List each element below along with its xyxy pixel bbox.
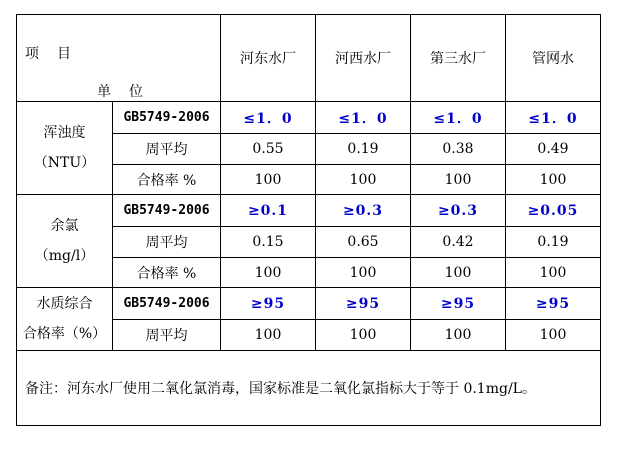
weekly-average-value: 0.49: [506, 134, 601, 165]
pass-rate-value: 100: [221, 258, 316, 288]
weekly-average-value: 100: [506, 320, 601, 351]
weekly-average-label: 周平均: [113, 320, 221, 351]
overall-group-label: [17, 288, 113, 351]
standard-value: ≤1．0: [506, 102, 601, 134]
weekly-average-value: 0.55: [221, 134, 316, 165]
table-row: [17, 288, 601, 320]
standard-value: ≤1．0: [411, 102, 506, 134]
note-text: 备注：河东水厂使用二氧化氯消毒，国家标准是二氧化氯指标大于等于 0.1mg/L。: [17, 351, 601, 426]
pass-rate-value: 100: [316, 165, 411, 195]
pass-rate-value: 100: [411, 165, 506, 195]
standard-value: ≥95: [506, 288, 601, 320]
pass-rate-value: 100: [506, 258, 601, 288]
weekly-average-label: 周平均: [113, 227, 221, 258]
standard-label: GB5749-2006: [113, 195, 221, 227]
turbidity-unit: （NTU）: [33, 155, 96, 171]
turbidity-group-label: [17, 102, 113, 195]
water-quality-table: [16, 14, 601, 426]
weekly-average-value: 0.19: [316, 134, 411, 165]
pass-rate-value: 100: [506, 165, 601, 195]
weekly-average-value: 0.65: [316, 227, 411, 258]
overall-name: 水质综合: [36, 296, 93, 312]
column-header-hedong: 河东水厂: [221, 15, 316, 102]
header-row: [17, 15, 601, 102]
weekly-average-value: 0.38: [411, 134, 506, 165]
overall-unit: 合格率（%）: [22, 326, 107, 342]
weekly-average-value: 0.42: [411, 227, 506, 258]
chlorine-name: 余氯: [50, 218, 79, 234]
note-row: [17, 351, 601, 426]
pass-rate-value: 100: [316, 258, 411, 288]
column-header-third-plant: 第三水厂: [411, 15, 506, 102]
header-corner-cell: [17, 15, 221, 102]
column-header-pipe-network: 管网水: [506, 15, 601, 102]
pass-rate-value: 100: [411, 258, 506, 288]
pass-rate-value: 100: [221, 165, 316, 195]
turbidity-name: 浑浊度: [43, 125, 86, 141]
standard-value: ≤1．0: [316, 102, 411, 134]
weekly-average-value: 0.19: [506, 227, 601, 258]
chlorine-unit: （mg/l）: [34, 248, 95, 264]
standard-value: ≥95: [411, 288, 506, 320]
standard-value: ≥0.1: [221, 195, 316, 227]
standard-label: GB5749-2006: [113, 288, 221, 320]
weekly-average-label: 周平均: [113, 134, 221, 165]
table-row: [17, 102, 601, 134]
column-header-hexi: 河西水厂: [316, 15, 411, 102]
weekly-average-value: 100: [316, 320, 411, 351]
weekly-average-value: 0.15: [221, 227, 316, 258]
weekly-average-value: 100: [221, 320, 316, 351]
standard-label: GB5749-2006: [113, 102, 221, 134]
pass-rate-label: 合格率 %: [113, 258, 221, 288]
chlorine-group-label: [17, 195, 113, 288]
unit-header-label: 单 位: [97, 84, 145, 100]
standard-value: ≥0.05: [506, 195, 601, 227]
item-header-label: 项 目: [25, 46, 73, 62]
standard-value: ≤1．0: [221, 102, 316, 134]
table-row: [17, 195, 601, 227]
standard-value: ≥0.3: [316, 195, 411, 227]
weekly-average-value: 100: [411, 320, 506, 351]
standard-value: ≥0.3: [411, 195, 506, 227]
standard-value: ≥95: [221, 288, 316, 320]
standard-value: ≥95: [316, 288, 411, 320]
pass-rate-label: 合格率 %: [113, 165, 221, 195]
